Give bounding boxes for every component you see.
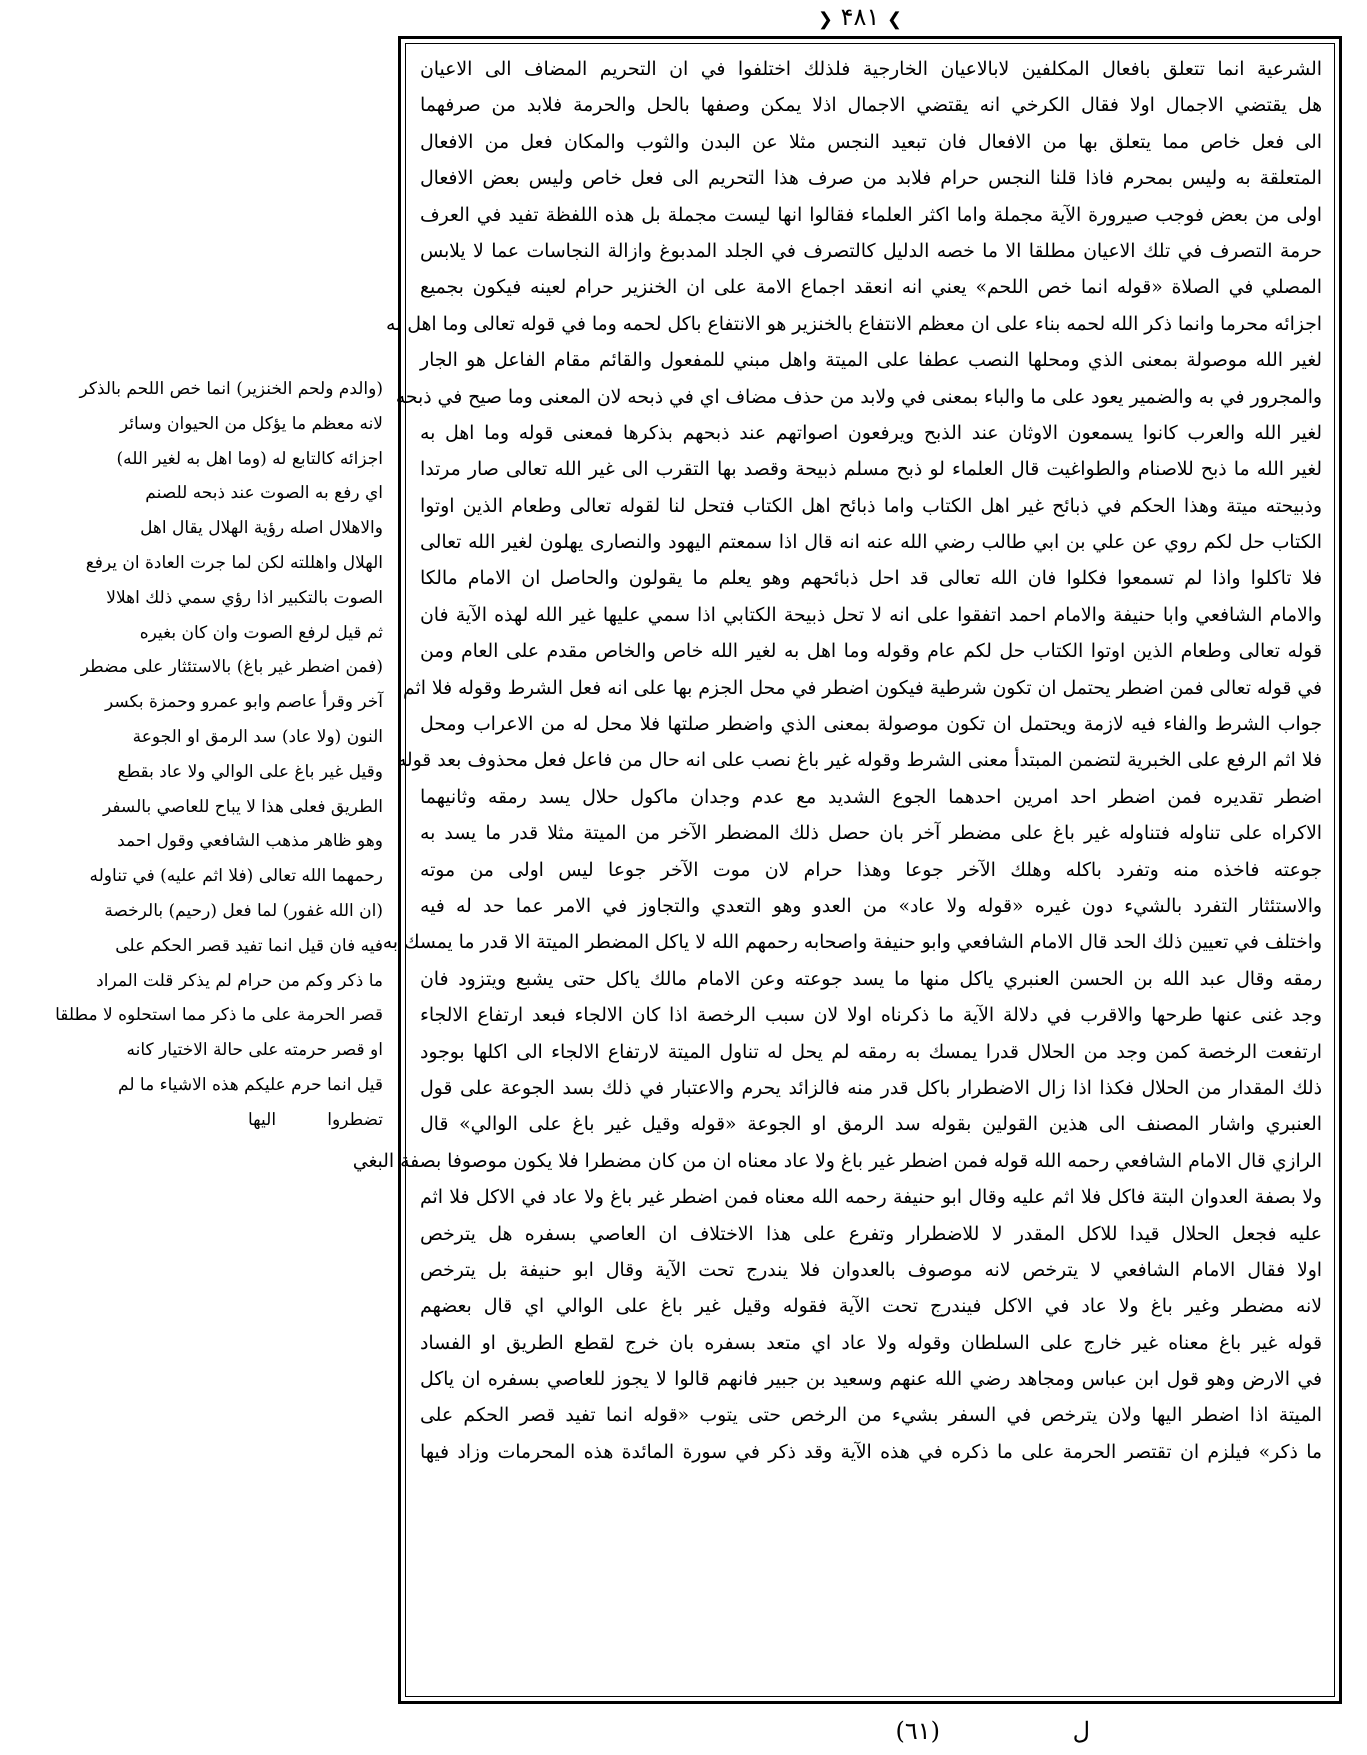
main-text-line: ارتفعت الرخصة كمن وجد من الحلال قدرا يمسك به رمقه لم يحل له تناول الميتة لارتفاع الالجاء الى اكلها بوجود xyxy=(420,1041,1322,1063)
main-text-line: العنبري واشار المصنف الى هذين القولين بقوله سد الرمق او الجوعة «قوله وقيل غير باغ على الوالي» قال xyxy=(420,1114,1322,1136)
margin-text-line: (فمن اضطر غير باغ) بالاستئثار على مضطر xyxy=(80,657,383,678)
main-text-line: اجزائه محرما وانما ذكر الله لحمه بناء على ان معظم الانتفاع بالخنزير هو الانتفاع باكل لحمه وما في قوله تعالى وما اهل به xyxy=(386,313,1322,335)
main-text-line: اولى من بعض فوجب صيرورة الآية مجملة واما اكثر العلماء فقالوا انها ليست مجملة بل هذه اللفظة تفيد في العرف xyxy=(420,204,1322,226)
signature-mark: ل xyxy=(1072,1717,1090,1745)
main-text-line: المصلي في الصلاة «قوله انما خص اللحم» يعني انه انعقد اجماع الامة على ان الخنزير حرام لعينه فيكون بجميع xyxy=(420,277,1322,299)
folio-number: (٦١) xyxy=(895,1717,940,1745)
margin-text-line: وقيل غير باغ على الوالي ولا عاد بقطع xyxy=(117,761,383,782)
margin-text-line: الطريق فعلى هذا لا يباح للعاصي بالسفر xyxy=(102,796,383,817)
main-text-line: اولا فقال الامام الشافعي لا يترخص لانه موصوف بالعدوان فلا يندرج تحت الآية وقال ابو حنيفة بل يترخص xyxy=(420,1259,1322,1281)
main-text-line: لغير الله والعرب كانوا يسمعون الاوثان عند الذبح ويرفعون اصواتهم عند ذبحهم بذكرها فمعنى قوله وما اهل به xyxy=(420,422,1322,444)
margin-commentary xyxy=(55,372,383,1138)
margin-text-line: فيه فان قيل انما تفيد قصر الحكم على xyxy=(115,935,383,956)
margin-text-line: وهو ظاهر مذهب الشافعي وقول احمد xyxy=(117,831,383,852)
margin-text-line: آخر وقرأ عاصم وابو عمرو وحمزة بكسر xyxy=(104,692,383,713)
main-text-line: لغير الله ما ذبح للاصنام والطواغيت قال العلماء لو ذبح مسلم ذبيحة وقصد بها التقرب الى غير الله تعالى صار مرتدا xyxy=(420,459,1322,481)
margin-text-line: او قصر حرمته على حالة الاختيار كانه xyxy=(126,1040,383,1061)
margin-text-line: والاهلال اصله رؤية الهلال يقال اهل xyxy=(140,518,383,539)
main-text-line: ما ذكر» فيلزم ان تقتصر الحرمة على ما ذكره في هذه الآية وقد ذكر في سورة المائدة هذه المحرمات وزاد فيها xyxy=(420,1441,1322,1463)
margin-text-line: الصوت بالتكبير اذا رؤي سمي ذلك اهلالا xyxy=(106,587,383,608)
right-ornament-icon: ❮ xyxy=(817,9,834,30)
margin-text-line: النون (ولا عاد) سد الرمق او الجوعة xyxy=(132,726,383,747)
margin-text-line: (ان الله غفور) لما فعل (رحيم) بالرخصة xyxy=(104,900,383,921)
main-text-line: فلا تاكلوا واذا لم تسمعوا فكلوا فان الله تعالى قد احل ذبائحهم وهو يعلم ما يقولون والحاصل ان الامام مالكا xyxy=(420,568,1322,590)
main-text-line: في الارض وهو قول ابن عباس ومجاهد رضي الله عنهم وسعيد بن جبير فانهم قالوا لا يجوز للعاصي بسفره ان ياكل xyxy=(420,1369,1322,1391)
main-text-line: الاكراه على تناوله فتناوله غير باغ على مضطر آخر بان حصل ذلك المضطر الآخر من الميتة مثلا قدر ما يسد به xyxy=(420,823,1322,845)
margin-text-line: رحمهما الله تعالى (فلا اثم عليه) في تناوله xyxy=(89,866,383,887)
main-text-body xyxy=(352,43,1335,1697)
main-text-line: حرمة التصرف في تلك الاعيان مطلقا الا ما خصه الدليل كالتصرف في الجلد المدبوغ وازالة النجاسات عما لا يلابس xyxy=(420,240,1322,262)
main-text-line: الشرعية انما تتعلق بافعال المكلفين لابالاعيان الخارجية فلذلك اختلفوا في ان التحريم المضاف الى الاعيان xyxy=(420,59,1322,80)
main-text-line: قوله تعالى وطعام الذين اوتوا الكتاب حل لكم عام وقوله وما اهل به لغير الله خاص والخاص مقدم على العام ومن xyxy=(420,641,1322,663)
main-text-line: والمجرور في به والضمير يعود على ما والباء بمعنى في ولابد من حذف مضاف اي في ذبحه لان المعنى وما صيح في ذبحه xyxy=(395,386,1322,408)
margin-text-line: الهلال واهللته لكن لما جرت العادة ان يرفع xyxy=(85,552,383,573)
main-text-line: هل يقتضي الاجمال اولا فقال الكرخي انه يقتضي الاجمال اذلا يمكن وصفها بالحل والحرمة فلابد من صرفهما xyxy=(420,95,1322,117)
page-number xyxy=(775,2,945,32)
main-text-line: والامام الشافعي وابا حنيفة والامام احمد اتفقوا على انه لا تحل ذبيحة الكتابي اذا سمي عليها غير الله لهذه الآية فان xyxy=(420,604,1322,626)
margin-text-line: اجزائه كالتابع له (وما اهل به لغير الله) xyxy=(116,448,383,469)
main-text-line: رمقه وقال عبد الله بن الحسن العنبري ياكل منها ما يسد جوعته وعن الامام مالك ياكل حتى يشبع ويتزود فان xyxy=(420,968,1322,990)
main-text-line: الرازي قال الامام الشافعي رحمه الله قوله فمن اضطر غير باغ ولا عاد معناه ان من كان مضطرا فلا يكون موصوفا بصفة البغي xyxy=(352,1150,1322,1172)
main-text-line: المتعلقة به وليس بمحرم فاذا قلنا النجس حرام فلابد من صرف هذا التحريم الى فعل خاص وليس بعض الافعال xyxy=(420,168,1322,190)
margin-text-line: ما ذكر وكم من حرام لم يذكر قلت المراد xyxy=(96,970,383,991)
main-text-line: لغير الله موصولة بمعنى الذي ومحلها النصب عطفا على الميتة واهل مبني للمفعول والقائم مقام الفاعل هو الجار xyxy=(420,350,1322,372)
main-text-line: الكتاب حل لكم روي عن علي بن ابي طالب رضي الله عنه انه قال اذا سمعتم اليهود والنصارى يهلون لغير الله تعالى xyxy=(420,532,1322,554)
main-text-line: قوله غير باغ معناه غير خارج على السلطان وقوله ولا عاد اي متعد بسفره بان خرج لقطع الطريق او الفساد xyxy=(420,1332,1322,1354)
page-footer xyxy=(860,1712,1090,1750)
main-text-line: عليه فجعل الحلال قيدا للاكل المقدر لا للاضطرار وتفرع على هذا الاختلاف ان العاصي بسفره هل يترخص xyxy=(420,1223,1322,1245)
main-text-line: والاستئثار التفرد بالشيء دون غيره «قوله ولا عاد» من العدو وهو التعدي والتجاوز في الامر عما حد له فيه xyxy=(420,895,1322,917)
main-text-line: ولا بصفة العدوان البتة فاكل فلا اثم عليه وقال ابو حنيفة رحمه الله معناه فمن اضطر غير باغ ولا عاد في الاكل فلا اثم xyxy=(420,1187,1322,1209)
main-text-line: اضطر تقديره فمن اضطر احد امرين احدهما الجوع الشديد مع عدم وجدان ماكول حلال يسد رمقه وثانيهما xyxy=(420,786,1322,808)
main-text-line: لانه مضطر وغير باغ ولا عاد في الاكل فيندرج تحت الآية فقوله وقيل غير باغ على الوالي اي قال بعضهم xyxy=(420,1296,1322,1318)
margin-text-line: لانه معظم ما يؤكل من الحيوان وسائر xyxy=(119,413,383,434)
margin-text-line: قيل انما حرم عليكم هذه الاشياء ما لم xyxy=(118,1074,383,1095)
main-text-line: واختلف في تعيين ذلك الحد قال الامام الشافعي وابو حنيفة واصحابه رحمهم الله لا ياكل المضطر الميتة الا قدر ما يمسك به xyxy=(382,932,1322,954)
main-text-line: في قوله تعالى فمن اضطر يحتمل ان تكون شرطية فيكون اضطر في محل الجزم بها على انه فعل الشرط وقوله فلا اثم xyxy=(402,677,1322,699)
margin-text-line: تضطروا اليها xyxy=(248,1109,383,1130)
main-text-line: الى فعل خاص مما يتعلق بها من الافعال فان تبعيد النجس مثلا عن البدن والثوب والمكان فعل من الافعال xyxy=(420,131,1322,153)
main-text-frame xyxy=(352,36,1342,1704)
main-text-line: الميتة اذا اضطر اليها ولان يترخص في السفر بشيء من الرخص حتى يتوب «قوله انما تفيد قصر الحكم على xyxy=(420,1405,1322,1427)
main-text-line: ذلك المقدار من الحلال فكذا اذا زال الاضطرار باكل قدر منه فالزائد يحرم والاعتبار في ذلك بسد الجوعة على قول xyxy=(420,1077,1322,1099)
margin-text-line: قصر الحرمة على ما ذكر مما استحلوه لا مطلقا xyxy=(55,1005,383,1026)
margin-text-line: (والدم ولحم الخنزير) انما خص اللحم بالذكر xyxy=(79,379,383,399)
margin-text-line: اي رفع به الصوت عند ذبحه للصنم xyxy=(145,483,383,504)
main-text-line: وذبيحته ميتة وهذا الحكم في ذبائح غير اهل الكتاب واما ذبائح اهل الكتاب فتحل لنا لقوله تعالى وطعام الذين اوتوا xyxy=(420,495,1322,517)
main-text-line: وجد غنى عنها طرحها والاقرب في دلالة الآية ما ذكرناه اولا لان سبب الرخصة اذا كان الالجاء فبعد ارتفاع الالجاء xyxy=(420,1005,1322,1027)
main-text-line: جواب الشرط والفاء فيه لازمة ويحتمل ان تكون موصولة بمعنى الذي واضطر صلتها فلا محل له من الاعراب ومحل xyxy=(420,714,1322,736)
left-ornament-icon: ❯ xyxy=(886,9,903,30)
margin-text-line: ثم قيل لرفع الصوت وان كان بغيره xyxy=(139,622,383,643)
main-text-line: جوعته فاخذه منه وتفرد باكله وهلك الآخر جوعا وهذا حرام لان موت الآخر جوعا ليس اولى من موته xyxy=(420,859,1322,881)
page-number-text: ۴۸۱ xyxy=(840,3,880,31)
main-text-line: فلا اثم الرفع على الخبرية لتضمن المبتدأ معنى الشرط وقوله غير باغ نصب على انه حال من فاعل فعل محذوف بعد قوله xyxy=(396,750,1322,772)
